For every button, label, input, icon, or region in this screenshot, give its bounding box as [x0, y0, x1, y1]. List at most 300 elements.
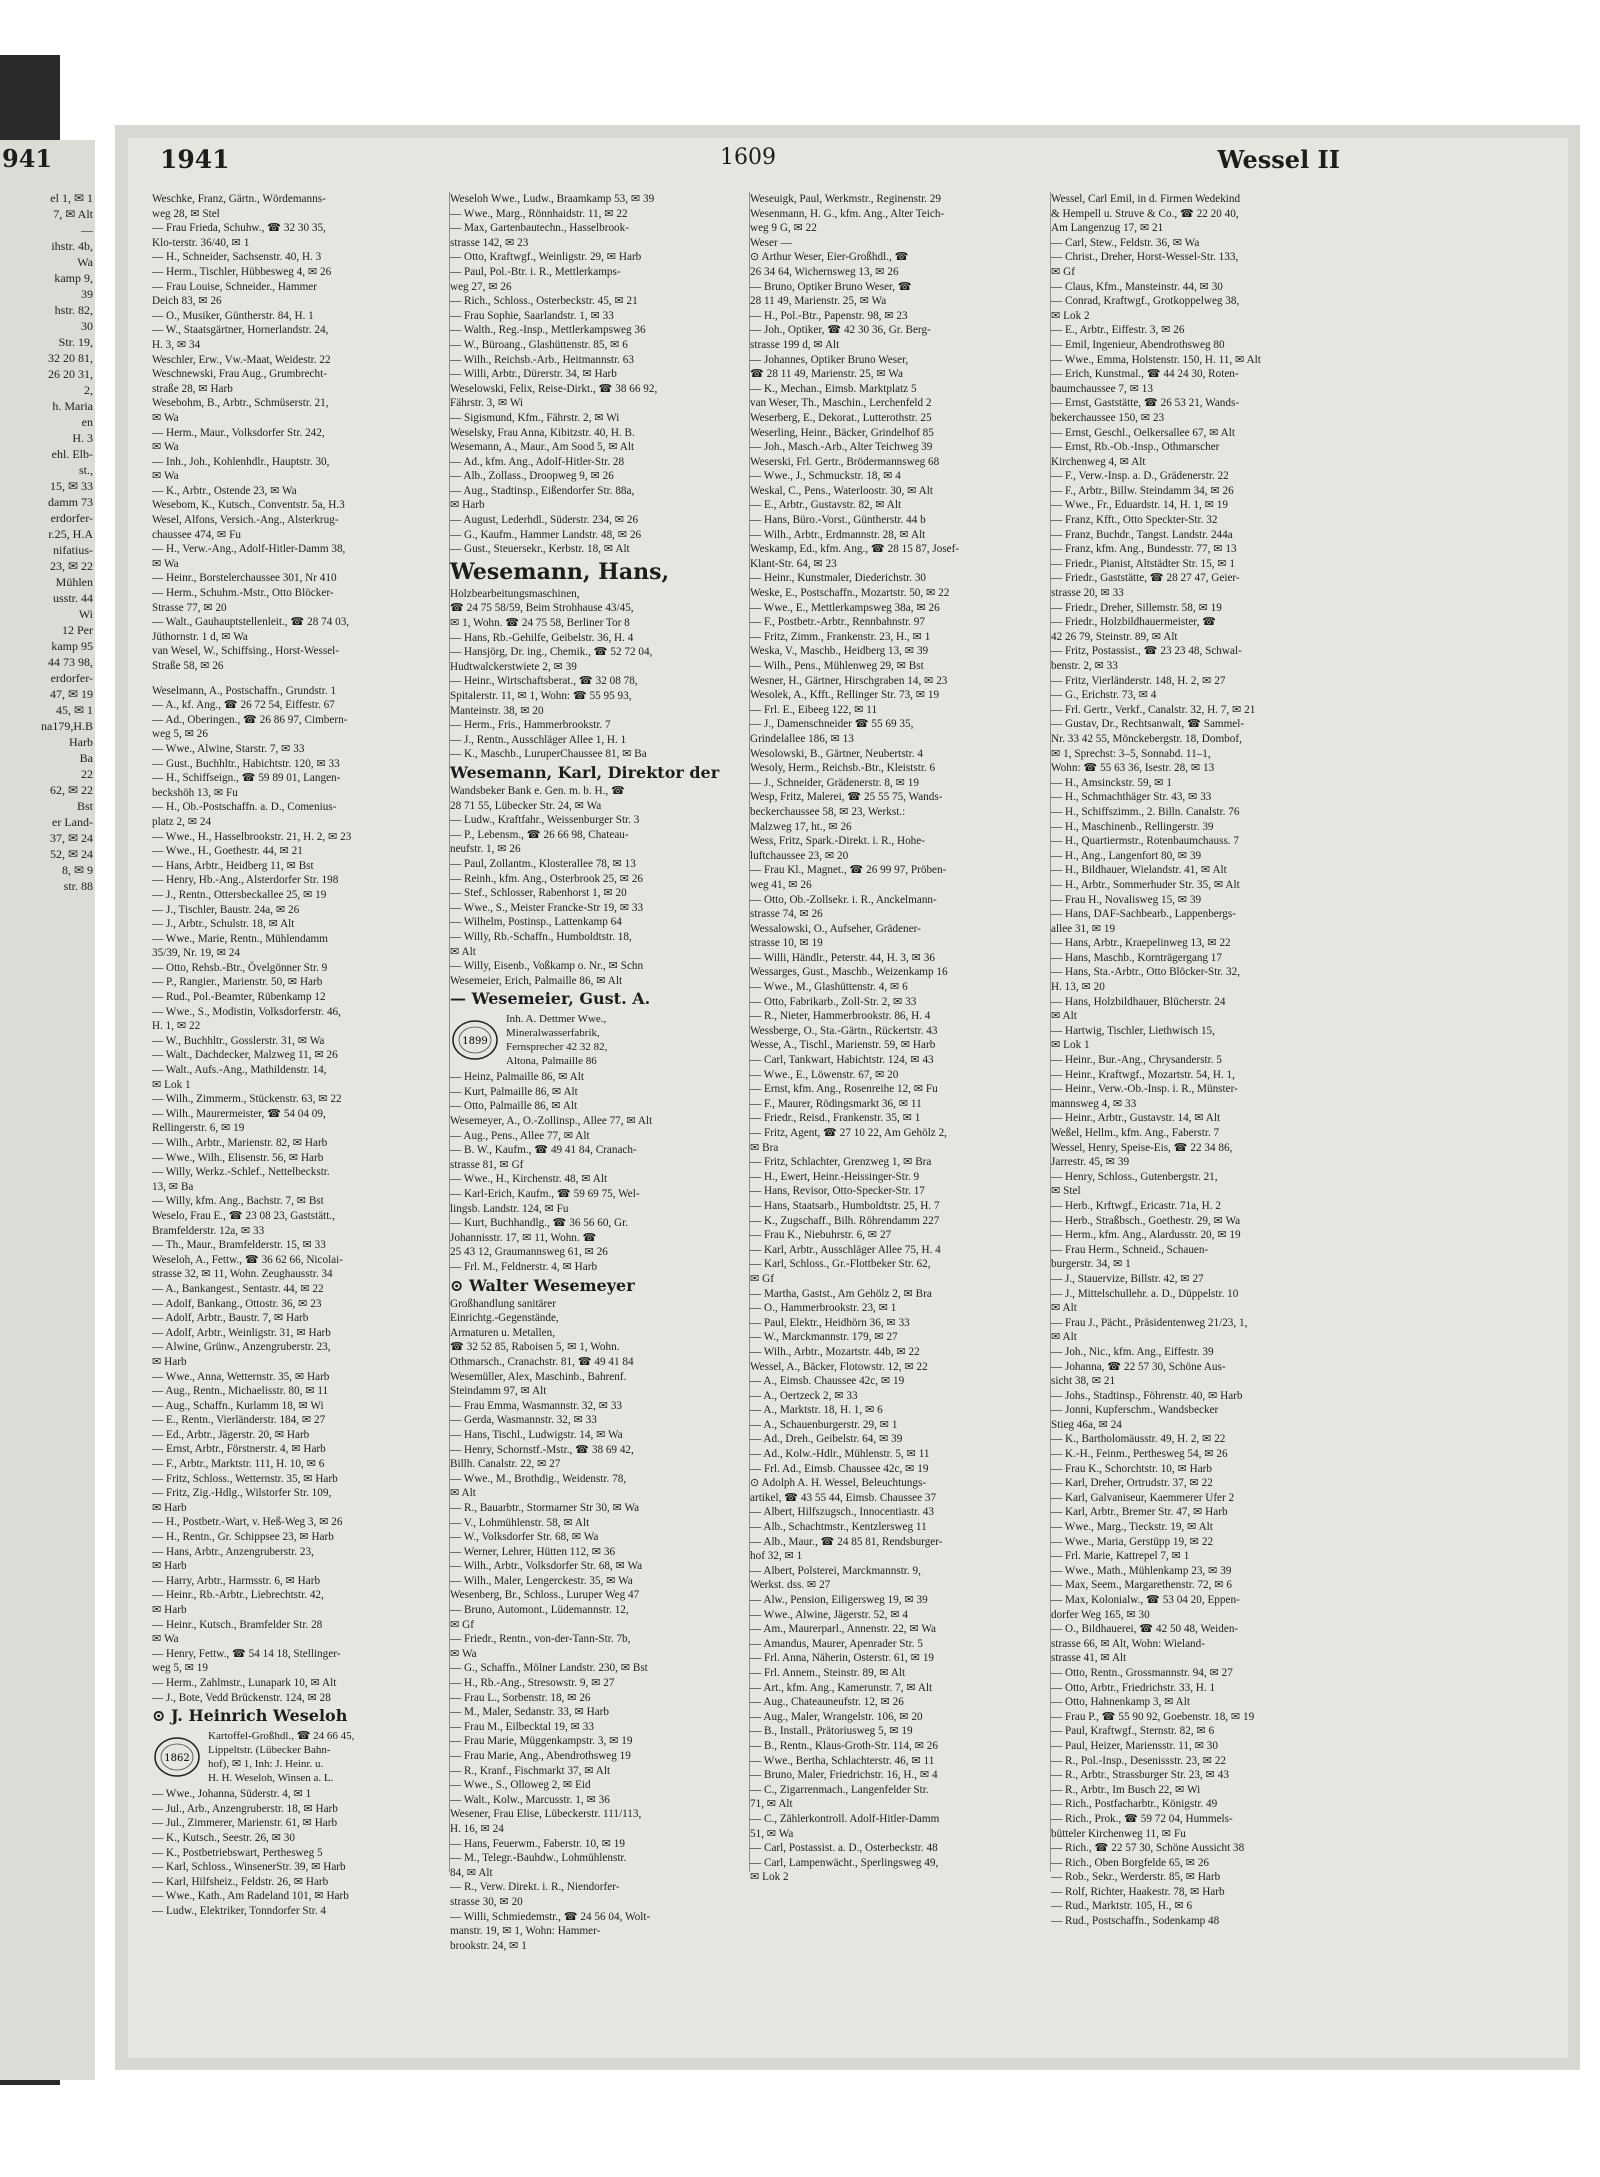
left-page-line: h. Maria — [52, 399, 93, 413]
directory-entry: Wesemüller, Alex, Maschinb., Bahrenf. — [450, 1370, 627, 1383]
left-page-line: 26 20 31, — [48, 367, 93, 381]
directory-entry: — Aug., Chateauneufstr. 12, ✉ 26 — [750, 1696, 904, 1709]
directory-entry: hof 32, ✉ 1 — [750, 1550, 803, 1563]
directory-entry: — Wwe., Alwine, Jägerstr. 52, ✉ 4 — [750, 1608, 908, 1621]
left-page-line: hstr. 82, — [54, 303, 93, 317]
directory-entry: — H., Schiffszimm., 2. Billn. Canalstr. 76 — [1051, 805, 1240, 818]
directory-entry: weg 28, ✉ Stel — [152, 207, 220, 220]
seal-year: 1899 — [462, 1036, 488, 1048]
directory-entry: — Paul, Kraftwgf., Sternstr. 82, ✉ 6 — [1051, 1725, 1215, 1738]
directory-entry: — Ernst, kfm. Ang., Rosenreihe 12, ✉ Fu — [750, 1083, 938, 1096]
directory-entry: — Paul, Elektr., Heidhörn 36, ✉ 33 — [750, 1316, 910, 1329]
directory-entry: — Ed., Arbtr., Jägerstr. 20, ✉ Harb — [152, 1428, 310, 1441]
directory-entry: platz 2, ✉ 24 — [152, 815, 212, 828]
directory-entry: — Wilhelm, Postinsp., Lattenkamp 64 — [450, 916, 622, 929]
directory-entry: — F., Maurer, Rödingsmarkt 36, ✉ 11 — [750, 1097, 922, 1110]
left-page-line: Str. 19, — [58, 335, 93, 349]
directory-entry: bütteler Kirchenweg 11, ✉ Fu — [1051, 1827, 1186, 1840]
directory-entry: ✉ Wa — [152, 470, 179, 483]
directory-entry: — H., Postbetr.-Wart, v. Heß-Weg 3, ✉ 26 — [152, 1516, 343, 1529]
directory-entry: — Herb., Krftwgf., Ericastr. 71a, H. 2 — [1051, 1199, 1221, 1212]
directory-entry: — Herm., Fris., Hammerbrookstr. 7 — [450, 719, 611, 732]
directory-entry: — Wwe., S., Modistin, Volksdorferstr. 46, — [152, 1005, 341, 1018]
directory-entry: Wesolek, A., Kfft., Rellinger Str. 73, ✉ 19 — [750, 689, 940, 702]
directory-entry: ✉ Gf — [1051, 265, 1075, 278]
left-page-line: 39 — [81, 287, 93, 301]
directory-entry: — Willy, Rb.-Schaffn., Humboldtstr. 18, — [450, 930, 632, 943]
directory-entry: — Rich., Prok., ☎ 59 72 04, Hummels- — [1051, 1812, 1233, 1825]
directory-entry: — R., Kranf., Fischmarkt 37, ✉ Alt — [450, 1764, 611, 1777]
advertisement-heading: Wesemann, Hans, — [450, 558, 670, 585]
directory-entry: Rellingerstr. 6, ✉ 19 — [152, 1122, 245, 1135]
directory-entry: strasse 10, ✉ 19 — [750, 937, 823, 950]
directory-entry: — J., Mittelschullehr. a. D., Düppelstr. 10 — [1051, 1287, 1239, 1300]
directory-entry: — P., Lebensm., ☎ 26 66 98, Chateau- — [450, 828, 629, 841]
directory-entry: — J., Stauervize, Billstr. 42, ✉ 27 — [1051, 1272, 1204, 1285]
directory-entry: — Rolf, Richter, Haakestr. 78, ✉ Harb — [1051, 1885, 1225, 1898]
directory-entry: — Hans, Staatsarb., Humboldtstr. 25, H. 7 — [750, 1199, 940, 1212]
directory-entry: Holzbearbeitungsmaschinen, — [450, 587, 580, 600]
directory-entry: — H., Amsinckstr. 59, ✉ 1 — [1051, 776, 1172, 789]
directory-entry: — Otto, Fabrikarb., Zoll-Str. 2, ✉ 33 — [750, 995, 917, 1008]
directory-entry: — Walt., Dachdecker, Malzweg 11, ✉ 26 — [152, 1049, 338, 1062]
directory-entry: — Wwe., Marie, Rentn., Mühlendamm — [152, 932, 328, 945]
directory-entry: — Max, Gartenbautechn., Hasselbrook- — [450, 222, 629, 235]
directory-entry: ✉ Harb — [152, 1604, 187, 1616]
directory-entry: — J., Arbtr., Schulstr. 18, ✉ Alt — [152, 918, 295, 931]
directory-entry: — Reinh., kfm. Ang., Osterbrook 25, ✉ 26 — [450, 872, 644, 885]
directory-entry: — H., Pol.-Btr., Papenstr. 98, ✉ 23 — [750, 309, 908, 322]
directory-entry: ✉ Alt — [1051, 1010, 1077, 1023]
directory-entry: — Otto, Rehsb.-Btr., Övelgönner Str. 9 — [152, 961, 328, 974]
directory-entry: — Otto, Hahnenkamp 3, ✉ Alt — [1051, 1696, 1190, 1709]
directory-entry: mannsweg 4, ✉ 33 — [1051, 1097, 1137, 1110]
directory-entry: — Fritz, Schlachter, Grenzweg 1, ✉ Bra — [750, 1156, 932, 1169]
directory-entry: — H., Verw.-Ang., Adolf-Hitler-Damm 38, — [152, 543, 346, 556]
left-page-line: Ba — [79, 751, 93, 765]
directory-entry: — H., Schneider, Sachsenstr. 40, H. 3 — [152, 251, 322, 264]
directory-entry: — Alb., Zollass., Droopweg 9, ✉ 26 — [450, 470, 614, 483]
directory-entry: — K., Mechan., Eimsb. Marktplatz 5 — [750, 382, 917, 395]
directory-entry: ✉ Alt — [450, 1487, 476, 1500]
advertisement-line: H. H. Weseloh, Winsen a. L. — [208, 1772, 334, 1785]
left-page-line: damm 73 — [48, 495, 93, 509]
directory-entry: — Friedr., Holzbildhauermeister, ☎ — [1051, 616, 1217, 629]
directory-entry: ⊙ Arthur Weser, Eier-Großhdl., ☎ — [750, 251, 909, 264]
directory-entry: — Wilh., Arbtr., Marienstr. 82, ✉ Harb — [152, 1137, 328, 1149]
directory-entry: — Franz, Buchdr., Tangst. Landstr. 244a — [1051, 528, 1233, 541]
directory-entry: — Wwe., E., Löwenstr. 67, ✉ 20 — [750, 1068, 899, 1081]
directory-entry: — Alb., Schachtmstr., Kentzlersweg 11 — [750, 1521, 927, 1534]
directory-entry: — Wwe., Maria, Gerstüpp 19, ✉ 22 — [1051, 1535, 1214, 1548]
left-page-line: st., — [78, 463, 93, 477]
directory-entry: — G., Schaffn., Mölner Landstr. 230, ✉ Bst — [450, 1662, 648, 1675]
directory-entry: Wesebom, K., Kutsch., Conventstr. 5a, H.3 — [152, 499, 345, 512]
directory-entry: strasse 20, ✉ 33 — [1051, 587, 1124, 600]
advertisement-heading: ⊙ Walter Wesemeyer — [450, 1275, 635, 1295]
directory-entry: — Wilh., Pens., Mühlenweg 29, ✉ Bst — [750, 660, 924, 672]
directory-entry: — Frl. E., Eibeeg 122, ✉ 11 — [750, 703, 878, 716]
directory-entry: sicht 38, ✉ 21 — [1051, 1375, 1116, 1388]
directory-entry: strasse 142, ✉ 23 — [450, 236, 529, 249]
left-page-line: 52, ✉ 24 — [49, 847, 93, 861]
directory-entry: — J., Tischler, Baustr. 24a, ✉ 26 — [152, 903, 300, 916]
directory-entry: — W., Volksdorfer Str. 68, ✉ Wa — [450, 1531, 599, 1544]
directory-entry: — A., Oertzeck 2, ✉ 33 — [750, 1389, 858, 1402]
directory-entry: manstr. 19, ✉ 1, Wohn: Hammer- — [450, 1925, 601, 1938]
directory-entry: — Paul, Heizer, Mariensstr. 11, ✉ 30 — [1051, 1739, 1218, 1752]
directory-entry: Weserling, Heinr., Bäcker, Grindelhof 85 — [750, 426, 934, 439]
directory-entry: — Heinr., Wirtschaftsberat., ☎ 32 08 78, — [450, 675, 638, 688]
directory-entry: — Walt., Aufs.-Ang., Mathildenstr. 14, — [152, 1064, 327, 1077]
directory-entry: — Wwe., H., Goethestr. 44, ✉ 21 — [152, 845, 303, 858]
directory-entry: Wesenberg, Br., Schloss., Luruper Weg 47 — [450, 1589, 640, 1602]
directory-entry: Weseuigk, Paul, Werkmstr., Reginenstr. 29 — [750, 193, 941, 205]
directory-entry: — Frl. Gertr., Verkf., Canalstr. 32, H. 7, ✉ 21 — [1051, 703, 1256, 716]
directory-entry: — R., Arbtr., Im Busch 22, ✉ Wi — [1051, 1783, 1201, 1796]
directory-entry: strasse 74, ✉ 26 — [750, 908, 823, 921]
directory-entry: — H., Schiffseign., ☎ 59 89 01, Langen- — [152, 772, 341, 785]
directory-entry: — Wwe., Marg., Tieckstr. 19, ✉ Alt — [1051, 1521, 1213, 1534]
directory-entry: — Joh., Masch.-Arb., Alter Teichweg 39 — [750, 441, 933, 454]
directory-entry: — Ernst, Rb.-Ob.-Insp., Othmarscher — [1051, 441, 1220, 454]
directory-entry: — Fritz, Postassist., ☎ 23 23 48, Schwal- — [1051, 645, 1242, 658]
directory-entry: — A., kf. Ang., ☎ 26 72 54, Eiffestr. 67 — [152, 699, 335, 712]
left-page-line: 8, ✉ 9 — [61, 863, 93, 877]
advertisement-text — [506, 1012, 607, 1068]
directory-entry: — Hans, Maschb., Kornträgergang 17 — [1051, 951, 1222, 964]
directory-entry: — Frau L., Sorbenstr. 18, ✉ 26 — [450, 1691, 591, 1704]
directory-entry: — R., Bauarbtr., Stormarner Str 30, ✉ Wa — [450, 1501, 640, 1514]
left-page-line: 47, ✉ 19 — [49, 687, 93, 701]
directory-entry: ✉ 1, Sprechst: 3–5, Sonnabd. 11–1, — [1051, 747, 1211, 760]
directory-entry: — Herm., Schuhm.-Mstr., Otto Blöcker- — [152, 587, 334, 600]
directory-entry: — Kurt, Buchhandlg., ☎ 36 56 60, Gr. — [450, 1217, 629, 1230]
directory-entry: — Jonni, Kupferschm., Wandsbecker — [1051, 1404, 1219, 1417]
directory-entry: — Ad., Oberingen., ☎ 26 86 97, Cimbern- — [152, 713, 348, 726]
directory-entry: — Wilh., Maurermeister, ☎ 54 04 09, — [152, 1107, 326, 1120]
directory-entry: — Gerda, Wasmannstr. 32, ✉ 33 — [450, 1414, 597, 1427]
directory-entry: — A., Bankangest., Sentastr. 44, ✉ 22 — [152, 1282, 324, 1295]
directory-entry: — Otto, Palmaille 86, ✉ Alt — [450, 1100, 578, 1113]
directory-entry: — Hans, Arbtr., Kraepelinweg 13, ✉ 22 — [1051, 937, 1231, 950]
directory-entry: — G., Erichstr. 73, ✉ 4 — [1051, 689, 1157, 702]
directory-entry: — Aug., Maler, Wrangelstr. 106, ✉ 20 — [750, 1710, 923, 1723]
directory-entry: Bramfelderstr. 12a, ✉ 33 — [152, 1224, 265, 1237]
directory-entry: 71, ✉ Alt — [750, 1798, 793, 1811]
directory-entry: — J., Schneider, Grädenerstr. 8, ✉ 19 — [750, 776, 919, 789]
directory-entry: — Stef., Schlosser, Rabenhorst 1, ✉ 20 — [450, 887, 627, 900]
directory-entry: ✉ Lok 2 — [750, 1871, 789, 1884]
left-page-line: Bst — [76, 799, 93, 813]
directory-entry: Wessalowski, O., Aufseher, Grädener- — [750, 922, 921, 935]
advertisement-heading: ⊙ J. Heinrich Weseloh — [152, 1706, 348, 1726]
directory-entry: beckshöh 13, ✉ Fu — [152, 786, 238, 799]
directory-entry: ✉ Wa — [152, 557, 179, 570]
directory-entry: Weska, V., Maschb., Heidberg 13, ✉ 39 — [750, 645, 929, 658]
directory-entry: — Sigismund, Kfm., Fährstr. 2, ✉ Wi — [450, 411, 620, 424]
directory-entry: — Otto, Ob.-Zollsekr. i. R., Anckelmann- — [750, 893, 937, 906]
advertisement-heading: — Wesemeier, Gust. A. — [450, 989, 651, 1009]
directory-entry: — Frau Emma, Wasmannstr. 32, ✉ 33 — [450, 1399, 623, 1412]
directory-entry: — Frau Sophie, Saarlandstr. 1, ✉ 33 — [450, 309, 614, 322]
directory-entry: — H., Arbtr., Sommerhuder Str. 35, ✉ Alt — [1051, 878, 1240, 891]
directory-entry: — F., Verw.-Insp. a. D., Grädenerstr. 22 — [1051, 470, 1229, 483]
directory-entry: — Fritz, Vierländerstr. 148, H. 2, ✉ 27 — [1051, 674, 1226, 687]
left-page-line: erdorfer- — [50, 511, 93, 525]
directory-entry: strasse 199 d, ✉ Alt — [750, 338, 840, 351]
page-header — [160, 145, 1340, 185]
directory-entry: Weserberg, E., Dekorat., Lutterothstr. 25 — [750, 411, 932, 424]
directory-entry: — Heinr., Borstelerchaussee 301, Nr 410 — [152, 572, 337, 585]
directory-entry: ✉ Gf — [750, 1272, 774, 1285]
left-page-line: 12 Per — [62, 623, 93, 637]
directory-entry: Johannisstr. 17, ✉ 11, Wohn. ☎ — [450, 1231, 597, 1244]
directory-entry: — Rud., Marktstr. 105, H., ✉ 6 — [1051, 1900, 1193, 1913]
directory-entry: — Carl, Tankwart, Habichtstr. 124, ✉ 43 — [750, 1054, 934, 1067]
directory-entry: — Willy, Eisenb., Voßkamp o. Nr., ✉ Schn — [450, 960, 644, 973]
left-page-fragment — [0, 140, 95, 2080]
directory-entry: — Wwe., M., Brothdig., Weidenstr. 78, — [450, 1472, 627, 1485]
directory-entry: Weselo, Frau E., ☎ 23 08 23, Gaststätt., — [152, 1209, 335, 1222]
directory-entry: — Hans, Rb.-Gehilfe, Geibelstr. 36, H. 4 — [450, 631, 634, 644]
directory-entry: — Wwe., Math., Mühlenkamp 23, ✉ 39 — [1051, 1564, 1232, 1577]
directory-entry: & Hempell u. Struve & Co., ☎ 22 20 40, — [1051, 207, 1239, 220]
directory-entry: Wesener, Frau Elise, Lübeckerstr. 111/113, — [450, 1808, 642, 1821]
directory-entry: — Rud., Pol.-Beamter, Rübenkamp 12 — [152, 991, 326, 1004]
directory-entry: — Max, Seem., Margarethenstr. 72, ✉ 6 — [1051, 1579, 1232, 1592]
directory-entry: — Fritz, Zig.-Hdlg., Wilstorfer Str. 109, — [152, 1487, 332, 1500]
directory-entry: Stieg 46a, ✉ 24 — [1051, 1418, 1122, 1431]
directory-entry: — C., Zählerkontroll. Adolf-Hitler-Damm — [750, 1812, 940, 1825]
left-page-line: el 1, ✉ 1 — [50, 191, 93, 205]
directory-entry: — Adolf, Arbtr., Baustr. 7, ✉ Harb — [152, 1312, 309, 1325]
directory-entry: — Karl, Hilfsheiz., Feldstr. 26, ✉ Harb — [152, 1875, 329, 1888]
directory-entry: 28 71 55, Lübecker Str. 24, ✉ Wa — [450, 799, 602, 812]
directory-entry: ✉ Lok 1 — [152, 1078, 191, 1091]
directory-entry: — Frl. Annem., Steinstr. 89, ✉ Alt — [750, 1666, 906, 1679]
directory-entry: — F., Arbtr., Marktstr. 111, H. 10, ✉ 6 — [152, 1458, 325, 1471]
directory-entry: baumchaussee 7, ✉ 13 — [1051, 382, 1153, 395]
directory-entry: — Karl-Erich, Kaufm., ☎ 59 69 75, Wel- — [450, 1188, 640, 1201]
directory-entry: — E., Arbtr., Gustavstr. 82, ✉ Alt — [750, 499, 902, 512]
left-page-line: 2, — [84, 383, 93, 397]
directory-entry: — Joh., Nic., kfm. Ang., Eiffestr. 39 — [1051, 1345, 1214, 1358]
directory-entry: Grindelallee 186, ✉ 13 — [750, 732, 854, 745]
directory-entry: Wesebohm, B., Arbtr., Schmüserstr. 21, — [152, 397, 329, 410]
directory-entry: — F., Postbetr.-Arbtr., Rennbahnstr. 97 — [750, 616, 925, 629]
directory-entry: — M., Maler, Sedanstr. 33, ✉ Harb — [450, 1706, 610, 1719]
directory-entry: Hudtwalckerstwiete 2, ✉ 39 — [450, 660, 577, 673]
directory-entry: Wesenmann, H. G., kfm. Ang., Alter Teich- — [750, 207, 945, 220]
directory-entry: — Frau K., Niebuhrstr. 6, ✉ 27 — [750, 1229, 892, 1242]
directory-entry: — Herm., Zahlmstr., Lunapark 10, ✉ Alt — [152, 1676, 337, 1689]
directory-entry: H. 16, ✉ 24 — [450, 1822, 504, 1835]
directory-entry: — Ernst, Gaststätte, ☎ 26 53 21, Wands- — [1051, 397, 1240, 410]
directory-entry: 26 34 64, Wichernsweg 13, ✉ 26 — [750, 265, 899, 278]
directory-entry: — Hans, Sta.-Arbtr., Otto Blöcker-Str. 32, — [1051, 966, 1241, 979]
directory-entry: burgerstr. 34, ✉ 1 — [1051, 1258, 1131, 1271]
directory-entry: strasse 81, ✉ Gf — [450, 1158, 524, 1171]
directory-entry: dorfer Weg 165, ✉ 30 — [1051, 1608, 1150, 1621]
advertisement-line: Lippeltstr. (Lübecker Bahn- — [208, 1744, 331, 1757]
directory-entry: — Frl. Marie, Kattrepel 7, ✉ 1 — [1051, 1550, 1190, 1563]
directory-entry: — Wilh., Zimmerm., Stückenstr. 63, ✉ 22 — [152, 1093, 342, 1106]
directory-entry: ✉ Bra — [750, 1141, 779, 1154]
directory-entry: — Amandus, Maurer, Apenrader Str. 5 — [750, 1637, 923, 1650]
directory-entry: — Rich., Schloss., Osterbeckstr. 45, ✉ 21 — [450, 295, 638, 308]
directory-entry: — Aug., Schaffn., Kurlamm 18, ✉ Wi — [152, 1399, 324, 1412]
directory-entry: Spitalerstr. 11, ✉ 1, Wohn: ☎ 55 95 93, — [450, 690, 632, 702]
advertisement-heading: Wesemann, Karl, Direktor der — [450, 762, 720, 782]
directory-entry: — H., Ob.-Postschaffn. a. D., Comenius- — [152, 801, 337, 814]
directory-entry: — A., Schauenburgerstr. 29, ✉ 1 — [750, 1418, 898, 1431]
left-page-line: ihstr. 4b, — [51, 239, 93, 253]
directory-entry: ✉ Harb — [152, 1560, 187, 1573]
directory-entry: Weskal, C., Pens., Waterloostr. 30, ✉ Alt — [750, 484, 933, 497]
directory-entry: — Henry, Fettw., ☎ 54 14 18, Stellinger- — [152, 1647, 341, 1660]
directory-entry: — Carl, Stew., Feldstr. 36, ✉ Wa — [1051, 236, 1200, 249]
left-page-header: 941 — [2, 144, 53, 173]
directory-entry: — Adolf, Arbtr., Weinligstr. 31, ✉ Harb — [152, 1326, 331, 1339]
directory-entry: — Otto, Kraftwgf., Weinligstr. 29, ✉ Harb — [450, 251, 642, 264]
directory-entry: Klant-Str. 64, ✉ 23 — [750, 557, 837, 570]
directory-entry: ☎ 32 52 85, Raboisen 5, ✉ 1, Wohn. — [450, 1341, 620, 1354]
directory-entry: — R., Verw. Direkt. i. R., Niendorfer- — [450, 1881, 620, 1894]
directory-entry: Manteinstr. 38, ✉ 20 — [450, 704, 544, 717]
directory-entry: — Henry, Hb.-Ang., Alsterdorfer Str. 198 — [152, 874, 339, 887]
directory-entry: — Henry, Schloss., Gutenbergstr. 21, — [1051, 1170, 1218, 1183]
directory-entry: strasse 32, ✉ 11, Wohn. Zeughausstr. 34 — [152, 1268, 333, 1281]
directory-entry: — Friedr., Rentn., von-der-Tann-Str. 7b, — [450, 1633, 631, 1646]
directory-entry: benstr. 2, ✉ 33 — [1051, 660, 1118, 672]
directory-entry: — Karl, Schloss., Gr.-Flottbeker Str. 62, — [750, 1258, 931, 1271]
directory-entry: — Max, Kolonialw., ☎ 53 04 20, Eppen- — [1051, 1594, 1240, 1606]
directory-entry: — Johs., Stadtinsp., Föhrenstr. 40, ✉ Harb — [1051, 1389, 1243, 1402]
left-page-line: 37, ✉ 24 — [49, 831, 93, 845]
directory-entry: — Wwe., H., Kirchenstr. 48, ✉ Alt — [450, 1173, 608, 1186]
directory-entry: — Wwe., Anna, Wetternstr. 35, ✉ Harb — [152, 1370, 330, 1383]
directory-entry: — Willy, kfm. Ang., Bachstr. 7, ✉ Bst — [152, 1195, 324, 1208]
directory-entry: — B., Rentn., Klaus-Groth-Str. 114, ✉ 26 — [750, 1739, 938, 1752]
directory-entry: weg 27, ✉ 26 — [450, 280, 512, 293]
directory-entry: — C., Zigarrenmach., Langenfelder Str. — [750, 1783, 929, 1796]
directory-entry: — H., Bildhauer, Wielandstr. 41, ✉ Alt — [1051, 864, 1227, 877]
directory-entry: H. 1, ✉ 22 — [152, 1020, 201, 1033]
directory-entry: — Wilh., Arbtr., Mozartstr. 44b, ✉ 22 — [750, 1345, 920, 1358]
directory-entry: — O., Bildhauerei, ☎ 42 50 48, Weiden- — [1051, 1623, 1239, 1636]
directory-entry: van Wesel, W., Schiffsing., Horst-Wessel- — [152, 645, 340, 658]
directory-entry: Wesemann, A., Maur., Am Sood 5, ✉ Alt — [450, 441, 635, 454]
left-page-line: 45, ✉ 1 — [55, 703, 93, 717]
directory-entry: — Wwe., Johanna, Süderstr. 4, ✉ 1 — [152, 1788, 312, 1801]
directory-entry: — Martha, Gastst., Am Gehölz 2, ✉ Bra — [750, 1287, 932, 1300]
directory-entry: — J., Rentn., Ausschläger Allee 1, H. 1 — [450, 733, 627, 746]
directory-entry: Weschke, Franz, Gärtn., Wördemanns- — [152, 193, 326, 205]
directory-entry: 35/39, Nr. 19, ✉ 24 — [152, 947, 240, 960]
directory-entry: — Karl, Galvaniseur, Kaemmerer Ufer 2 — [1051, 1491, 1235, 1504]
directory-entry: — Aug., Pens., Allee 77, ✉ Alt — [450, 1129, 590, 1142]
directory-entry: — Friedr., Pianist, Altstädter Str. 15, ✉ 1 — [1051, 557, 1236, 570]
directory-entry: — Ernst, Arbtr., Förstnerstr. 4, ✉ Harb — [152, 1443, 326, 1456]
directory-entry: ✉ Harb — [152, 1355, 187, 1368]
directory-entry: — Hartwig, Tischler, Liethwisch 15, — [1051, 1024, 1215, 1037]
column-1 — [152, 192, 435, 1917]
directory-entry: — Heinr., Kutsch., Bramfelder Str. 28 — [152, 1618, 323, 1631]
directory-entry: — Erich, Kunstmal., ☎ 44 24 30, Roten- — [1051, 368, 1239, 381]
directory-entry: — Fritz, Zimm., Frankenstr. 23, H., ✉ 1 — [750, 630, 931, 643]
left-page-line: H. 3 — [72, 431, 93, 445]
left-page-line: Wa — [77, 255, 93, 269]
directory-entry: Jarrestr. 45, ✉ 39 — [1051, 1156, 1130, 1169]
directory-entry: — Wwe., M., Glashüttenstr. 4, ✉ 6 — [750, 981, 908, 994]
section-spacer — [152, 674, 435, 684]
directory-entry: ✉ Alt — [1051, 1302, 1077, 1315]
directory-entry: Steindamm 97, ✉ Alt — [450, 1385, 547, 1398]
directory-entry: — Frau Frieda, Schuhw., ☎ 32 30 35, — [152, 222, 326, 235]
directory-entry: — Carl, Lampenwächt., Sperlingsweg 49, — [750, 1856, 939, 1869]
directory-entry: Wesolowski, B., Gärtner, Neubertstr. 4 — [750, 747, 923, 760]
directory-entry: — Heinr., Arbtr., Gustavstr. 14, ✉ Alt — [1051, 1112, 1221, 1125]
directory-entry: — August, Lederhdl., Süderstr. 234, ✉ 26 — [450, 514, 639, 527]
directory-entry: allee 31, ✉ 19 — [1051, 922, 1116, 935]
left-page-line: Mühlen — [55, 575, 93, 589]
left-page-line: 15, ✉ 33 — [49, 479, 93, 493]
directory-entry: weg 5, ✉ 19 — [152, 1662, 208, 1675]
directory-entry: ✉ Alt — [450, 945, 476, 958]
advertisement-line: hof), ✉ 1, Inh: J. Heinr. u. — [208, 1758, 324, 1771]
directory-entry: — E., Rentn., Vierländerstr. 184, ✉ 27 — [152, 1414, 326, 1427]
directory-entry: ✉ Harb — [450, 499, 485, 512]
directory-entry: weg 9 G, ✉ 22 — [750, 222, 817, 235]
directory-entry: — Ad., Kolw.-Hdlr., Mühlenstr. 5, ✉ 11 — [750, 1448, 930, 1461]
directory-entry: — Frau Marie, Ang., Abendrothsweg 19 — [450, 1750, 631, 1762]
directory-entry: — Willi, Händlr., Peterstr. 44, H. 3, ✉ 36 — [750, 951, 935, 964]
directory-entry: Weske, E., Postschaffn., Mozartstr. 50, ✉ 22 — [750, 587, 950, 600]
directory-entry: ✉ Gf — [450, 1618, 474, 1631]
directory-entry: Einrichtg.-Gegenstände, — [450, 1312, 559, 1325]
directory-entry: Fährstr. 3, ✉ Wi — [450, 397, 524, 410]
directory-entry: — Friedr., Dreher, Sillemstr. 58, ✉ 19 — [1051, 601, 1222, 614]
left-page-line: Wi — [78, 607, 93, 621]
directory-entry: — O., Musiker, Güntherstr. 84, H. 1 — [152, 309, 314, 322]
directory-entry: Kirchenweg 4, ✉ Alt — [1051, 455, 1146, 468]
directory-entry: — Claus, Kfm., Mansteinstr. 44, ✉ 30 — [1051, 280, 1223, 293]
directory-entry: — Frau K., Schorchtstr. 10, ✉ Harb — [1051, 1462, 1213, 1475]
directory-entry: Jüthornstr. 1 d, ✉ Wa — [152, 630, 248, 643]
directory-entry: ⊙ Adolph A. H. Wessel, Beleuchtungs- — [750, 1477, 927, 1490]
directory-entry: — Gustav, Dr., Rechtsanwalt, ☎ Sammel- — [1051, 718, 1245, 731]
directory-entry: — R., Arbtr., Strassburger Str. 23, ✉ 43 — [1051, 1769, 1229, 1782]
directory-entry: — Rob., Sekr., Werderstr. 85, ✉ Harb — [1051, 1871, 1221, 1884]
directory-entry: — J., Bote, Vedd Brückenstr. 124, ✉ 28 — [152, 1691, 331, 1704]
directory-entry: Wessberge, O., Sta.-Gärtn., Rückertstr. 43 — [750, 1024, 938, 1037]
column-2 — [449, 192, 733, 1952]
directory-entry: Großhandlung sanitärer — [450, 1297, 556, 1310]
directory-entry: — H., Schmachthäger Str. 43, ✉ 33 — [1051, 791, 1212, 804]
directory-entry: 42 26 79, Steinstr. 89, ✉ Alt — [1051, 630, 1178, 643]
directory-entry: — Ludw., Elektriker, Tonndorfer Str. 4 — [152, 1904, 327, 1917]
directory-entry: — Gust., Buchhltr., Habichtstr. 120, ✉ 33 — [152, 757, 340, 770]
left-page-line: — — [81, 223, 93, 237]
directory-entry: — Otto, Arbtr., Friedrichstr. 33, H. 1 — [1051, 1681, 1216, 1694]
directory-entry: — Aug., Rentn., Michaelisstr. 80, ✉ 11 — [152, 1385, 329, 1398]
left-page-line: str. 88 — [63, 879, 93, 893]
directory-entry: — K., Kutsch., Seestr. 26, ✉ 30 — [152, 1831, 295, 1844]
company-seal-logo — [152, 1735, 202, 1779]
directory-entry: artikel, ☎ 43 55 44, Eimsb. Chaussee 37 — [750, 1491, 937, 1504]
directory-entry: — W., Marckmannstr. 179, ✉ 27 — [750, 1331, 898, 1344]
